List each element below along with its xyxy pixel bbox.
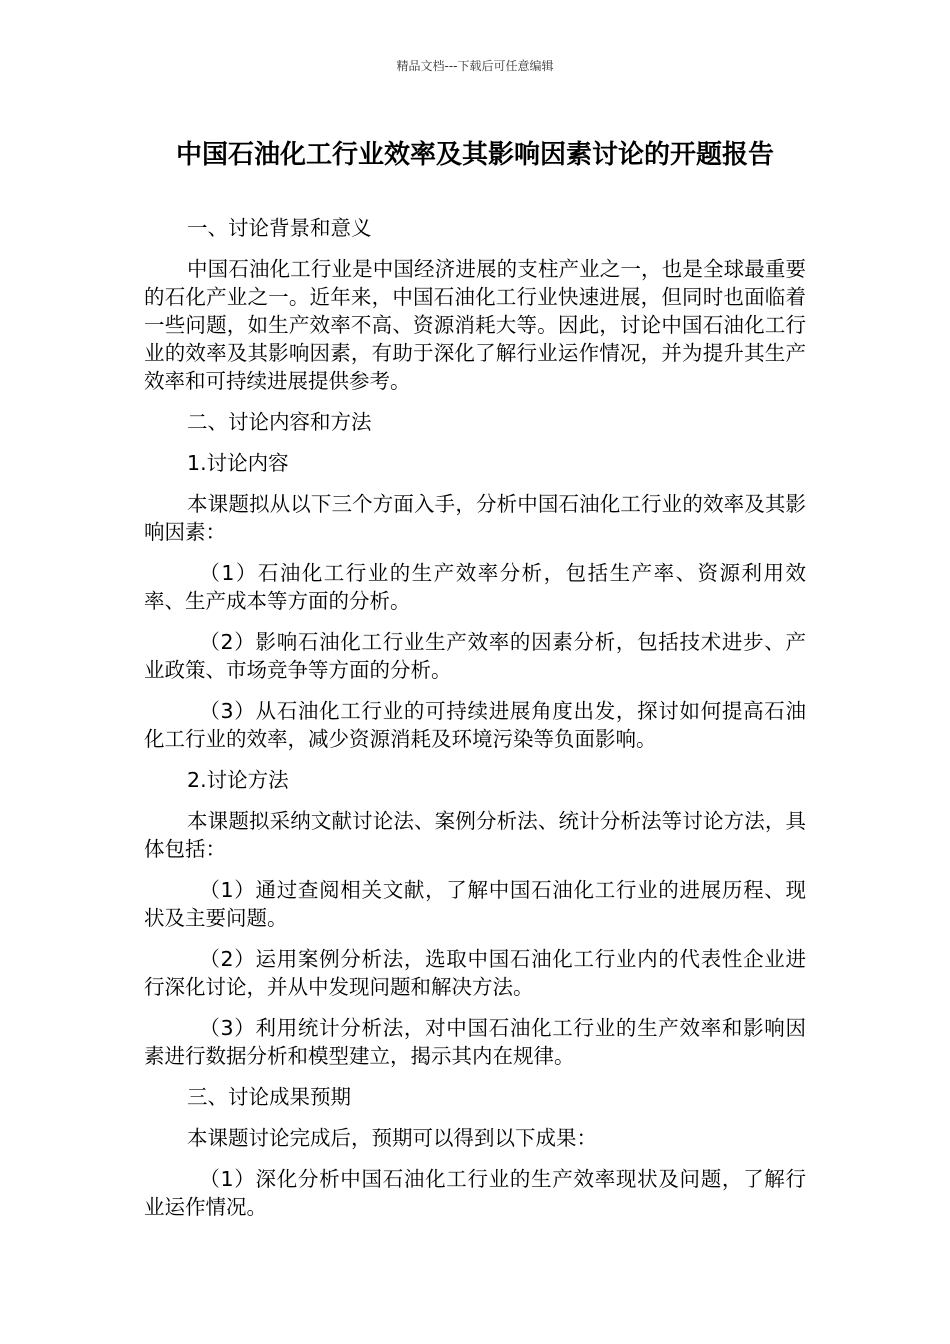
section-heading-content-method: 二、讨论内容和方法 — [187, 410, 372, 434]
paragraph-background: 中国石油化工行业是中国经济进展的支柱产业之一，也是全球最重要的石化产业之一。近年来，中国石油化工行业快速进展，但同时也面临着一些问题，如生产效率不高、资源消耗大等。因此，讨论中国石油化工行业的效率及其影响因素，有助于深化了解行业运作情况，并为提升其生产效率和可持续进展提供参考。 — [144, 257, 806, 393]
paragraph-expected-intro: 本课题讨论完成后，预期可以得到以下成果： — [187, 1126, 598, 1150]
list-item-content-3: （3）从石油化工行业的可持续进展角度出发，探讨如何提高石油化工行业的效率，减少资源消耗及环境污染等负面影响。 — [144, 699, 806, 751]
paragraph-content-intro: 本课题拟从以下三个方面入手，分析中国石油化工行业的效率及其影响因素： — [144, 492, 806, 544]
section-heading-background: 一、讨论背景和意义 — [187, 216, 372, 240]
paragraph-method-intro: 本课题拟采纳文献讨论法、案例分析法、统计分析法等讨论方法，具体包括： — [144, 809, 806, 861]
list-item-content-1: （1）石油化工行业的生产效率分析，包括生产率、资源利用效率、生产成本等方面的分析。 — [144, 561, 806, 613]
list-item-method-2: （2）运用案例分析法，选取中国石油化工行业内的代表性企业进行深化讨论，并从中发现问题和解决方法。 — [144, 947, 806, 999]
page-header-note: 精品文档---下载后可任意编辑 — [396, 59, 554, 73]
list-item-expected-1: （1）深化分析中国石油化工行业的生产效率现状及问题，了解行业运作情况。 — [144, 1167, 806, 1219]
section-heading-expected-results: 三、讨论成果预期 — [187, 1085, 352, 1109]
subsection-heading-method: 2.讨论方法 — [187, 768, 289, 792]
subsection-heading-content: 1.讨论内容 — [187, 451, 289, 475]
list-item-method-1: （1）通过查阅相关文献，了解中国石油化工行业的进展历程、现状及主要问题。 — [144, 878, 806, 930]
list-item-method-3: （3）利用统计分析法，对中国石油化工行业的生产效率和影响因素进行数据分析和模型建立，揭示其内在规律。 — [144, 1016, 806, 1068]
document-body — [144, 214, 806, 1234]
document-title: 中国石油化工行业效率及其影响因素讨论的开题报告 — [175, 140, 774, 170]
list-item-content-2: （2）影响石油化工行业生产效率的因素分析，包括技术进步、产业政策、市场竞争等方面的分析。 — [144, 630, 806, 682]
